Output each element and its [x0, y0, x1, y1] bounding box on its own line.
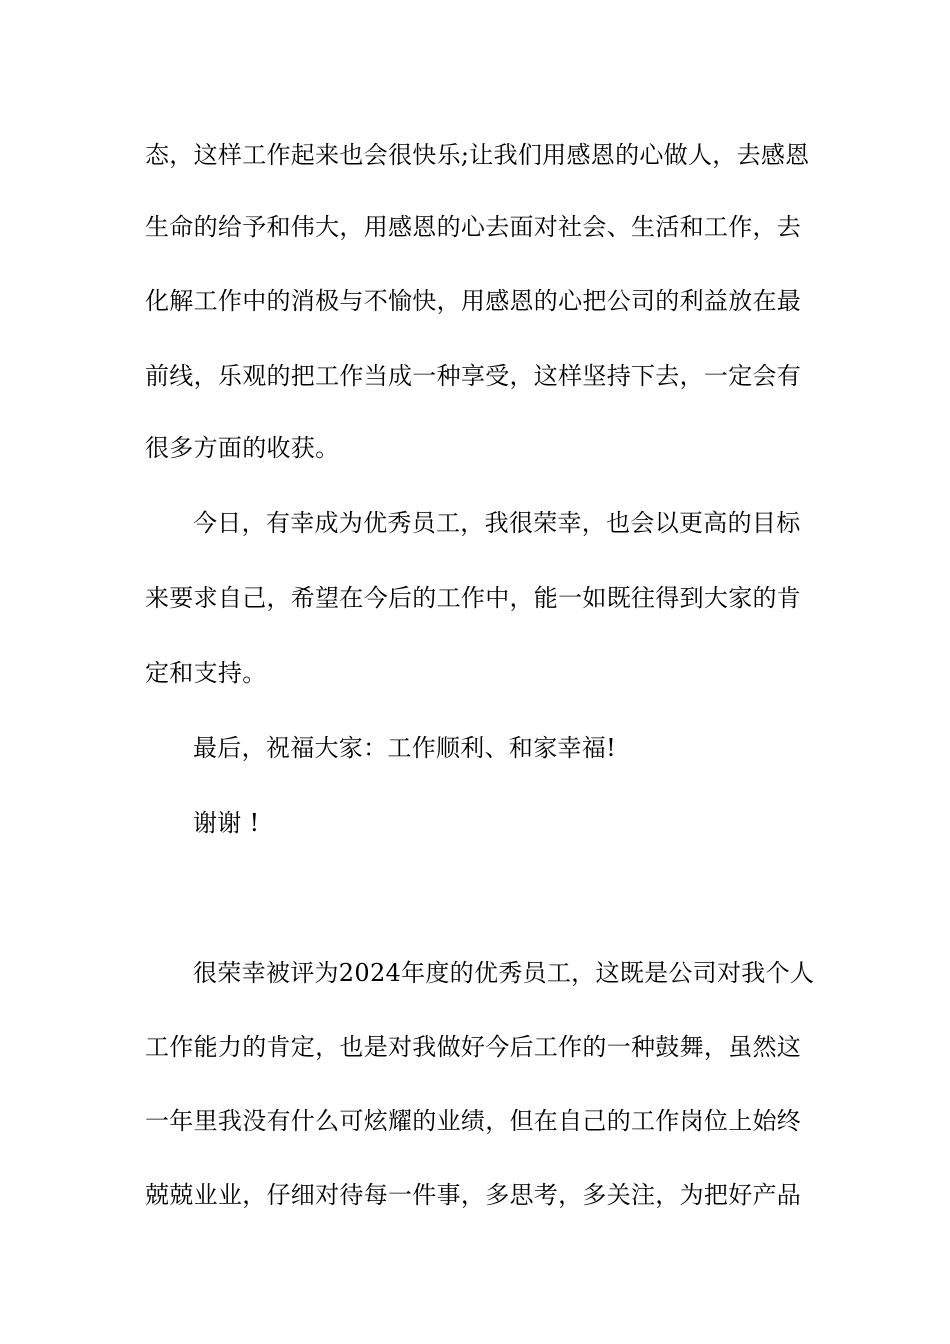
paragraph-line: 很多方面的收获。 — [145, 434, 340, 462]
paragraph-line: 态，这样工作起来也会很快乐;让我们用感恩的心做人，去感恩 — [145, 141, 810, 169]
paragraph-line: 化解工作中的消极与不愉快，用感恩的心把公司的利益放在最 — [145, 287, 802, 315]
paragraph-line: 兢兢业业，仔细对待每一件事，多思考，多关注，为把好产品 — [145, 1181, 802, 1209]
thanks-line: 谢谢 ! — [193, 809, 260, 837]
closing-wish: 最后，祝福大家：工作顺利、和家幸福! — [193, 734, 617, 762]
paragraph-line: 今日，有幸成为优秀员工，我很荣幸，也会以更高的目标 — [193, 509, 801, 537]
paragraph-line: 一年里我没有什么可炫耀的业绩，但在自己的工作岗位上始终 — [145, 1107, 802, 1135]
paragraph-line: 很荣幸被评为2024年度的优秀员工，这既是公司对我个人 — [193, 959, 815, 987]
paragraph-line: 来要求自己，希望在今后的工作中，能一如既往得到大家的肯 — [145, 584, 802, 612]
paragraph-line: 前线，乐观的把工作当成一种享受，这样坚持下去，一定会有 — [145, 362, 802, 390]
paragraph-line: 工作能力的肯定，也是对我做好今后工作的一种鼓舞，虽然这 — [145, 1033, 802, 1061]
paragraph-line: 定和支持。 — [145, 659, 267, 687]
paragraph-line: 生命的给予和伟大，用感恩的心去面对社会、生活和工作，去 — [145, 213, 802, 241]
